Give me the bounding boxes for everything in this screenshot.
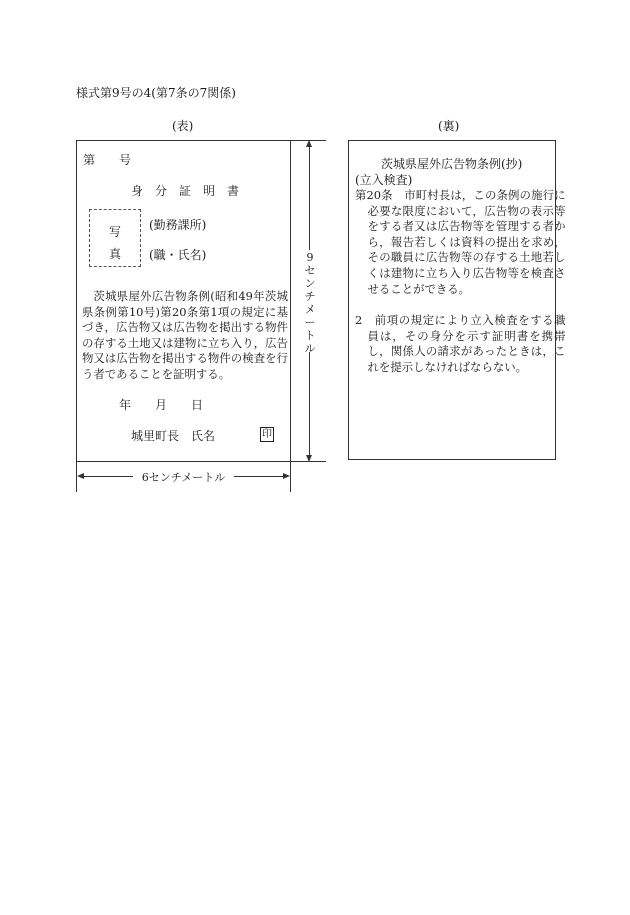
back-side-label: (裏) — [438, 119, 460, 133]
seal-mark: 印 — [262, 429, 272, 440]
height-label-char: メ — [304, 303, 316, 316]
height-label-char: ン — [304, 277, 316, 290]
photo-placeholder — [89, 209, 141, 267]
article-20: 第20条 市町村長は，この条例の施行に必要な限度において，広告物の表示等をする者又は広告物等を管理する者から，報告若しくは資料の提出を求め，その職員に広告物等の存する土地若しくは建物に立ち入り広告物等を検査させることができる。 — [355, 188, 566, 296]
article-20-clause-2: 2 前項の規定により立入検査をする職員は，その身分を示す証明書を携帯し，関係人の請求があったときは，これを提示しなければならない。 — [355, 313, 566, 374]
ordinance-subtitle: (立入検査) — [355, 173, 413, 187]
arrow-up-icon — [306, 140, 312, 147]
photo-char-1: 写 — [108, 225, 121, 239]
height-label-char: チ — [304, 290, 316, 303]
width-line-right — [234, 476, 284, 477]
date-line: 年 月 日 — [119, 398, 204, 412]
name-label: (職・氏名) — [149, 248, 207, 262]
height-line-upper — [309, 146, 310, 250]
height-label-char: ト — [304, 329, 316, 342]
ordinance-title: 茨城県屋外広告物条例(抄) — [381, 157, 523, 171]
height-label-char: ー — [304, 316, 316, 329]
height-line-lower — [309, 352, 310, 456]
card-title: 身 分 証 明 書 — [131, 184, 240, 198]
width-tick-right — [290, 462, 291, 492]
width-line-left — [83, 476, 133, 477]
arrow-left-icon — [77, 473, 84, 479]
arrow-right-icon — [283, 473, 290, 479]
height-label-char: ル — [304, 342, 316, 355]
office-label: (勤務課所) — [149, 218, 207, 232]
certification-text: 茨城県屋外広告物条例(昭和49年茨城県条例第10号)第20条第1項の規定に基づき，広告物又は広告物を掲出する物件の存する土地又は建物に立ち入り，広告物又は広告物を掲出する物件の検査を行う者であることを証明する。 — [82, 289, 288, 381]
arrow-down-icon — [306, 455, 312, 462]
width-label: 6センチメートル — [141, 471, 226, 484]
issuer-name: 城里町長 氏名 — [131, 429, 216, 443]
height-label-char: 9 — [306, 251, 314, 264]
number-label: 第 号 — [83, 153, 132, 167]
id-card-front — [76, 140, 291, 462]
height-label — [303, 251, 317, 355]
form-title: 様式第9号の4(第7条の7関係) — [76, 86, 236, 100]
id-card-back — [348, 140, 566, 460]
front-side-label: (表) — [172, 119, 194, 133]
height-label-char: セ — [304, 264, 316, 277]
photo-char-2: 真 — [108, 247, 121, 261]
